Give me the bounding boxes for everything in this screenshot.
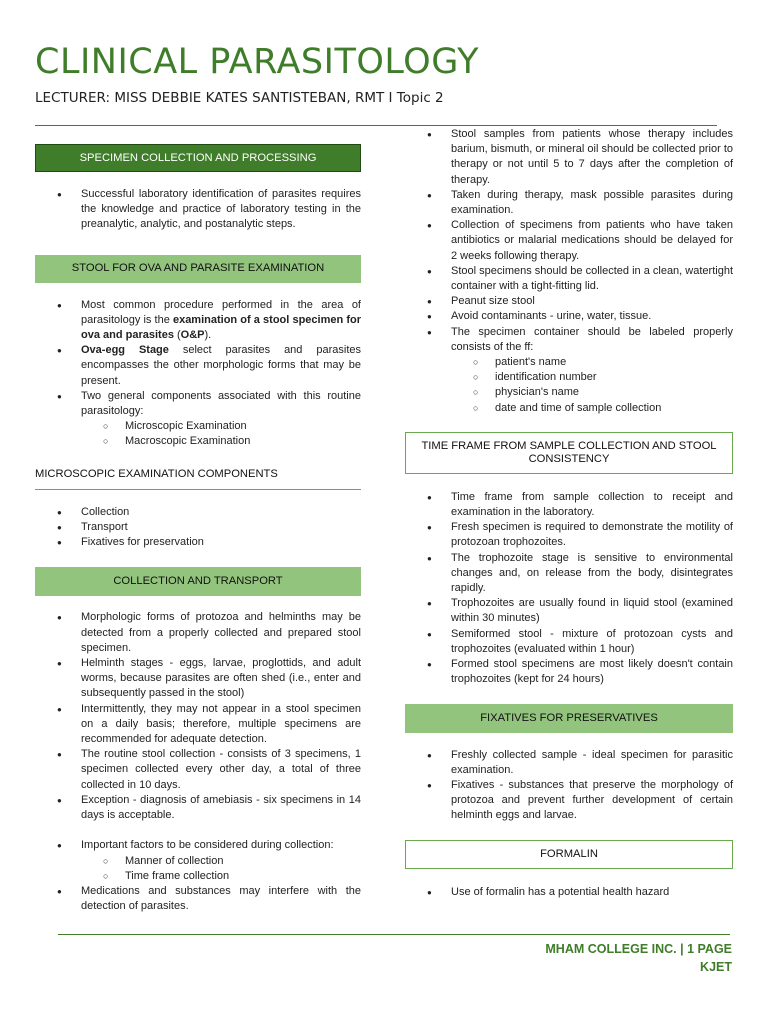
list-item: ● Transport	[35, 520, 361, 535]
list-item: ● Time frame from sample collection to receipt and examination in the laboratory.	[405, 490, 733, 520]
fixatives-list	[405, 748, 733, 824]
section-heading-collection-transport: COLLECTION AND TRANSPORT	[35, 567, 361, 596]
sublist-item: ○ patient's name	[405, 355, 733, 370]
list-item: ● Exception - diagnosis of amebiasis - six specimens in 14 days is acceptable.	[35, 793, 361, 823]
list-item	[35, 389, 361, 450]
section-heading-microscopic: MICROSCOPIC EXAMINATION COMPONENTS	[35, 467, 361, 490]
text-run: Most common procedure performed in the area of parasitology is the	[81, 298, 361, 326]
footer-divider	[58, 934, 730, 935]
list-item: ● Taken during therapy, mask possible parasites during examination.	[405, 188, 733, 218]
footer-college: MHAM COLLEGE INC. | 1 PAGE	[545, 942, 732, 956]
section-heading-fixatives: FIXATIVES FOR PRESERVATIVES	[405, 704, 733, 733]
text-run: Two general components associated with this routine parasitology:	[81, 389, 361, 418]
list-item: ● Stool specimens should be collected in a clean, watertight container with a tight-fitting lid.	[405, 264, 733, 294]
sublist-item: ○ Macroscopic Examination	[35, 434, 361, 449]
sublist-item: ○ Manner of collection	[35, 854, 361, 869]
list-item: ● Trophozoites are usually found in liquid stool (examined within 30 minutes)	[405, 596, 733, 626]
section-heading-specimen-collection: SPECIMEN COLLECTION AND PROCESSING	[35, 144, 361, 172]
sublist-item: ○ Time frame collection	[35, 869, 361, 884]
text-run: The specimen container should be labeled properly consists of the ff:	[451, 325, 733, 353]
list-item: ● Fixatives for preservation	[35, 535, 361, 550]
list-item: ● Peanut size stool	[405, 294, 733, 309]
bold-text: Ova-egg Stage	[81, 344, 169, 357]
header-divider	[35, 125, 717, 126]
bold-text: O&P	[180, 329, 205, 342]
specimen-collection-list	[35, 187, 361, 233]
section-heading-time-frame: TIME FRAME FROM SAMPLE COLLECTION AND STOOL CONSISTENCY	[405, 432, 733, 474]
list-item	[405, 325, 733, 416]
list-item	[35, 838, 361, 884]
lecturer-subtitle: LECTURER: MISS DEBBIE KATES SANTISTEBAN, RMT I Topic 2	[35, 90, 444, 106]
list-item: ● Collection of specimens from patients who have taken antibiotics or malarial medications should be delayed for 2 weeks following therapy.	[405, 218, 733, 264]
section-heading-stool-ova: STOOL FOR OVA AND PARASITE EXAMINATION	[35, 255, 361, 283]
bold-text: examination of a stool specimen for ova and parasites	[81, 313, 361, 342]
footer-author: KJET	[700, 960, 732, 974]
list-item	[35, 343, 361, 389]
list-item: ● The routine stool collection - consists of 3 specimens, 1 specimen collected every other day, a total of three collected in 10 days.	[35, 747, 361, 793]
list-item: ● Avoid contaminants - urine, water, tissue.	[405, 309, 733, 324]
list-item: ● Fixatives - substances that preserve the morphology of protozoa and prevent further development of certain helminth eggs and larvae.	[405, 778, 733, 824]
list-item: ● Collection	[35, 505, 361, 520]
page-footer	[545, 940, 732, 976]
list-item: ● Successful laboratory identification of parasites requires the knowledge and practice of laboratory testing in the preanalytic, analytic, and postanalytic steps.	[35, 187, 361, 233]
sublist-item: ○ identification number	[405, 370, 733, 385]
text-run: Important factors to be considered during collection:	[81, 839, 334, 852]
collection-factors-list	[35, 838, 361, 914]
sublist	[35, 419, 361, 449]
time-frame-list	[405, 490, 733, 688]
text-run: ).	[204, 329, 212, 342]
sublist-item: ○ physician's name	[405, 385, 733, 400]
list-item: ● Semiformed stool - mixture of protozoan cysts and trophozoites (evaluated within 1 hour)	[405, 627, 733, 657]
stool-sample-list	[405, 127, 733, 416]
sublist-item: ○ date and time of sample collection	[405, 401, 733, 416]
sublist	[35, 854, 361, 884]
list-item: ● Medications and substances may interfere with the detection of parasites.	[35, 884, 361, 914]
left-column	[35, 144, 361, 914]
section-heading-formalin: FORMALIN	[405, 840, 733, 869]
text-run: select parasites and parasites encompasses the other morphologic forms that may be present.	[81, 344, 361, 387]
collection-transport-list	[35, 610, 361, 823]
page-title: CLINICAL PARASITOLOGY	[35, 42, 479, 82]
stool-ova-list	[35, 298, 361, 450]
list-item: ● Formed stool specimens are most likely doesn't contain trophozoites (kept for 24 hours)	[405, 657, 733, 687]
list-item: ● Fresh specimen is required to demonstrate the motility of protozoan trophozoites.	[405, 520, 733, 550]
formalin-list	[405, 885, 733, 900]
list-item: ● Intermittently, they may not appear in a stool specimen on a daily basis; therefore, multiple specimens are recommended for adequate detection.	[35, 702, 361, 748]
label-sublist	[405, 355, 733, 416]
list-item: ● Helminth stages - eggs, larvae, proglottids, and adult worms, because parasites are often shed (i.e., enter and subsequently passed in the stool)	[35, 656, 361, 702]
list-item: ● Freshly collected sample - ideal specimen for parasitic examination.	[405, 748, 733, 778]
list-item: ● The trophozoite stage is sensitive to environmental changes and, on release from the body, disintegrates rapidly.	[405, 551, 733, 597]
list-item: ● Use of formalin has a potential health hazard	[405, 885, 733, 900]
list-item	[35, 298, 361, 344]
sublist-item: ○ Microscopic Examination	[35, 419, 361, 434]
list-item: ● Morphologic forms of protozoa and helminths may be detected from a properly collected and prepared stool specimen.	[35, 610, 361, 656]
microscopic-list	[35, 505, 361, 551]
list-item: ● Stool samples from patients whose therapy includes barium, bismuth, or mineral oil should be collected prior to therapy or not until 5 to 7 days after the completion of therapy.	[405, 127, 733, 188]
text-run: (	[173, 329, 181, 342]
right-column	[405, 127, 733, 900]
